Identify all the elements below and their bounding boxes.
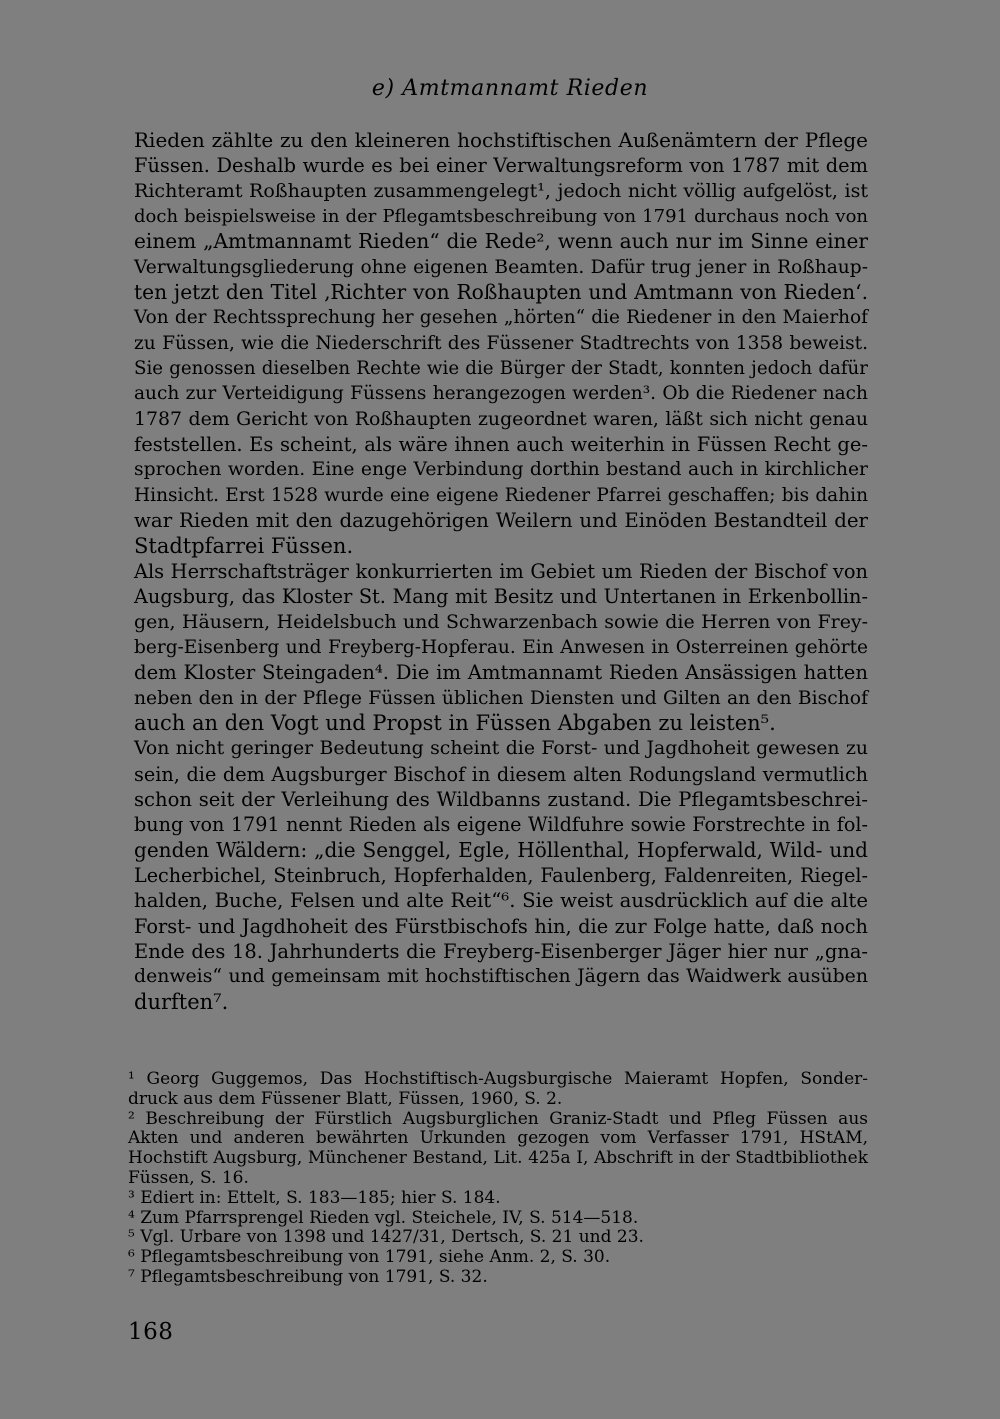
body-line: Forst- und Jagdhoheit des Fürstbischofs hin, die zur Folge hatte, daß noch <box>134 914 868 938</box>
footnote-line: ⁷ Pflegamtsbeschreibung von 1791, S. 32. <box>128 1266 488 1287</box>
body-line: zu Füssen, wie die Niederschrift des Füssener Stadtrechts von 1358 beweist. <box>134 332 868 354</box>
body-line: berg-Eisenberg und Freyberg-Hopferau. Ein Anwesen in Osterreinen gehörte <box>134 636 868 658</box>
body-line: halden, Buche, Felsen und alte Reit“⁶. Sie weist ausdrücklich auf die alte <box>134 889 868 913</box>
footnote-line: Füssen, S. 16. <box>128 1167 249 1188</box>
body-line: Richteramt Roßhaupten zusammengelegt¹, jedoch nicht völlig aufgelöst, ist <box>134 179 868 202</box>
footnote-line: ¹ Georg Guggemos, Das Hochstiftisch-Augsburgische Maieramt Hopfen, Sonder- <box>128 1069 868 1089</box>
body-line: auch zur Verteidigung Füssens herangezogen werden³. Ob die Riedener nach <box>134 383 868 405</box>
body-line: durften⁷. <box>134 989 229 1014</box>
body-line: Sie genossen dieselben Rechte wie die Bürger der Stadt, konnten jedoch dafür <box>134 358 868 380</box>
body-line: bung von 1791 nennt Rieden als eigene Wildfuhre sowie Forstrechte in fol- <box>134 813 868 837</box>
footnote-line: druck aus dem Füssener Blatt, Füssen, 1960, S. 2. <box>128 1088 563 1109</box>
body-line: Augsburg, das Kloster St. Mang mit Besitz und Untertanen in Erkenbollin- <box>134 585 868 609</box>
body-line: genden Wäldern: „die Senggel, Egle, Höllenthal, Hopferwald, Wild- und <box>134 837 868 862</box>
body-line: schon seit der Verleihung des Wildbanns zustand. Die Pflegamtsbeschrei- <box>134 787 868 811</box>
footnote-line: ² Beschreibung der Fürstlich Augsburglichen Graniz-Stadt und Pfleg Füssen aus <box>128 1108 868 1129</box>
body-line: 1787 dem Gericht von Roßhaupten zugeordnet waren, läßt sich nicht genau <box>134 407 868 430</box>
body-line: dem Kloster Steingaden⁴. Die im Amtmannamt Rieden Ansässigen hatten <box>134 661 868 685</box>
body-line: Ende des 18. Jahrhunderts die Freyberg-Eisenberger Jäger hier nur „gna- <box>134 940 868 963</box>
body-line: feststellen. Es scheint, als wäre ihnen auch weiterhin in Füssen Recht ge- <box>134 433 868 457</box>
body-line: ten jetzt den Titel ‚Richter von Roßhaupten und Amtmann von Rieden‘. <box>134 280 868 305</box>
section-heading: e) Amtmannamt Rieden <box>371 76 649 101</box>
body-line: Füssen. Deshalb wurde es bei einer Verwaltungsreform von 1787 mit dem <box>134 154 868 178</box>
body-line: Verwaltungsgliederung ohne eigenen Beamten. Dafür trug jener in Roßhaup- <box>134 256 868 278</box>
body-line: doch beispielsweise in der Pflegamtsbeschreibung von 1791 durchaus noch von <box>134 206 868 228</box>
body-line: Von nicht geringer Bedeutung scheint die Forst- und Jagdhoheit gewesen zu <box>134 738 868 760</box>
footnote-line: ³ Ediert in: Ettelt, S. 183—185; hier S. 184. <box>128 1187 501 1208</box>
footnotes <box>128 1070 868 1288</box>
body-line: Hinsicht. Erst 1528 wurde eine eigene Riedener Pfarrei geschaffen; bis dahin <box>134 484 868 506</box>
body-line: neben den in der Pflege Füssen üblichen Diensten und Gilten an den Bischof <box>134 687 868 709</box>
body-line: Rieden zählte zu den kleineren hochstiftischen Außenämtern der Pflege <box>134 128 868 152</box>
footnote-line: Akten und anderen bewährten Urkunden gezogen vom Verfasser 1791, HStAM, <box>128 1128 868 1149</box>
footnote-line: ⁴ Zum Pfarrsprengel Rieden vgl. Steichele, IV, S. 514—518. <box>128 1207 639 1228</box>
body-line: gen, Häusern, Heidelsbuch und Schwarzenbach sowie die Herren von Frey- <box>134 610 868 633</box>
body-line: denweis“ und gemeinsam mit hochstiftischen Jägern das Waidwerk ausüben <box>134 965 868 988</box>
body-line: Stadtpfarrei Füssen. <box>134 533 354 558</box>
body-line: Als Herrschaftsträger konkurrierten im Gebiet um Rieden der Bischof von <box>134 559 868 583</box>
footnote-line: ⁵ Vgl. Urbare von 1398 und 1427/31, Dertsch, S. 21 und 23. <box>128 1227 644 1248</box>
body-text <box>134 128 868 1015</box>
footnote-line: Hochstift Augsburg, Münchener Bestand, Lit. 425a I, Abschrift in der Stadtbibliothek <box>128 1148 868 1169</box>
body-line: war Rieden mit den dazugehörigen Weilern und Einöden Bestandteil der <box>134 509 868 533</box>
body-line: auch an den Vogt und Propst in Füssen Abgaben zu leisten⁵. <box>134 710 776 735</box>
body-line: sprochen worden. Eine enge Verbindung dorthin bestand auch in kirchlicher <box>134 459 868 481</box>
body-line: Von der Rechtssprechung her gesehen „hörten“ die Riedener in den Maierhof <box>134 307 868 329</box>
body-line: einem „Amtmannamt Rieden“ die Rede², wenn auch nur im Sinne einer <box>134 229 868 254</box>
footnote-line: ⁶ Pflegamtsbeschreibung von 1791, siehe Anm. 2, S. 30. <box>128 1247 611 1268</box>
page-number: 168 <box>128 1319 174 1345</box>
body-line: sein, die dem Augsburger Bischof in diesem alten Rodungsland vermutlich <box>134 762 868 786</box>
body-line: Lecherbichel, Steinbruch, Hopferhalden, Faulenberg, Faldenreiten, Riegel- <box>134 863 868 887</box>
